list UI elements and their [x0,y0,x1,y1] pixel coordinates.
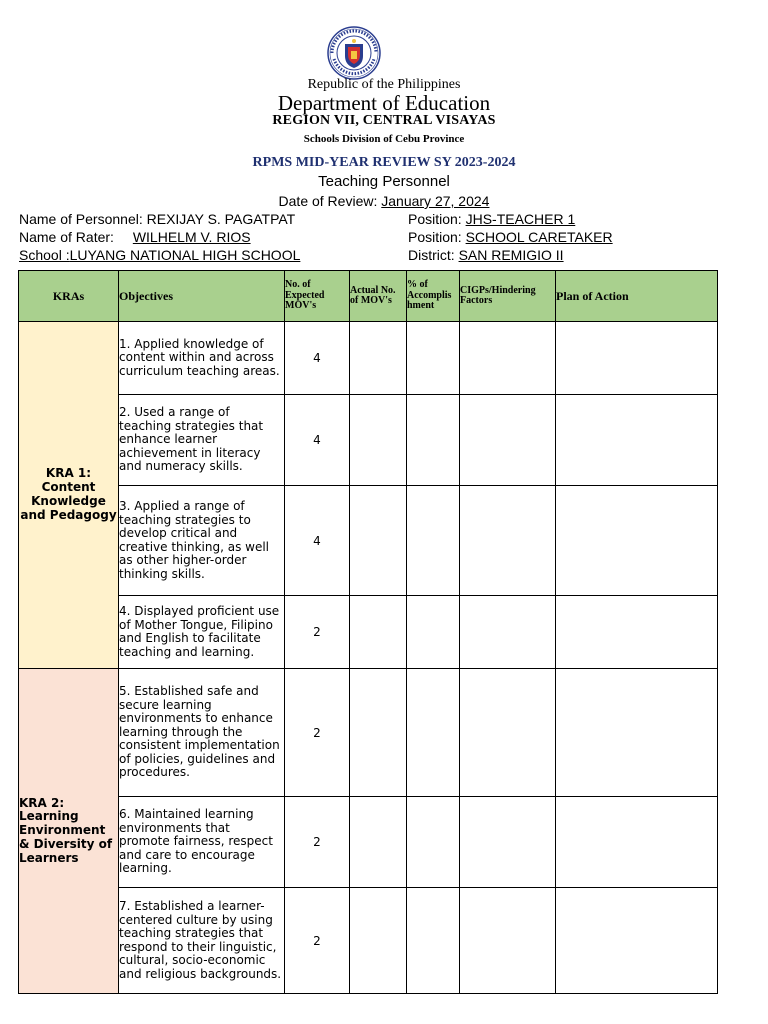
plan-of-action-cell[interactable] [556,322,718,395]
col-header-expected-movs: No. of Expected MOV's [285,271,350,322]
table-row [19,395,718,486]
position-value: JHS-TEACHER 1 [465,211,576,227]
table-row [19,888,718,994]
plan-of-action-cell[interactable] [556,888,718,994]
table-row [19,669,718,797]
rater-label: Name of Rater: [19,229,118,245]
position-label: Position: [408,211,466,227]
plan-of-action-cell[interactable] [556,395,718,486]
region-line: REGION VII, CENTRAL VISAYAS [272,113,496,128]
objective-cell: 6. Maintained learning environments that promote fairness, respect and care to encourage learning. [119,797,285,888]
accomplishment-cell[interactable] [407,596,460,669]
date-of-review [0,193,768,209]
table-row [19,596,718,669]
rater-position [408,229,613,245]
cigps-cell[interactable] [460,486,556,596]
school-value: LUYANG NATIONAL HIGH SCHOOL [69,247,301,263]
cigps-cell[interactable] [460,395,556,486]
table-row [19,797,718,888]
personnel-position [408,211,575,227]
cigps-cell[interactable] [460,596,556,669]
actual-movs-cell[interactable] [350,322,407,395]
plan-of-action-cell[interactable] [556,486,718,596]
expected-movs-cell: 2 [285,596,350,669]
col-header-objectives: Objectives [119,271,285,322]
accomplishment-cell[interactable] [407,322,460,395]
division-line: Schools Division of Cebu Province [303,133,465,145]
col-header-actual-movs: Actual No. of MOV's [350,271,407,322]
cigps-cell[interactable] [460,322,556,395]
col-header-accomplishment: % of Accomplis hment [407,271,460,322]
actual-movs-cell[interactable] [350,596,407,669]
actual-movs-cell[interactable] [350,395,407,486]
district-label: District: [408,247,459,263]
review-title: RPMS MID-YEAR REVIEW SY 2023-2024 [252,155,516,170]
republic-line: Republic of the Philippines [307,77,461,92]
rater-position-label: Position: [408,229,466,245]
kra-cell: KRA 2: Learning Environment & Diversity of Learners [19,669,119,994]
department-title: Department of Education [277,91,491,115]
accomplishment-cell[interactable] [407,669,460,797]
deped-seal-icon [323,26,385,80]
accomplishment-cell[interactable] [407,888,460,994]
expected-movs-cell: 4 [285,395,350,486]
objective-cell: 4. Displayed proficient use of Mother Tongue, Filipino and English to facilitate teaching and learning. [119,596,285,669]
cigps-cell[interactable] [460,669,556,797]
expected-movs-cell: 4 [285,486,350,596]
actual-movs-cell[interactable] [350,797,407,888]
col-header-cigps: CIGPs/Hindering Factors [460,271,556,322]
district-value: SAN REMIGIO II [458,247,564,263]
actual-movs-cell[interactable] [350,888,407,994]
date-value: January 27, 2024 [381,193,490,209]
accomplishment-cell[interactable] [407,797,460,888]
objective-cell: 5. Established safe and secure learning environments to enhance learning through the consistent implementation of policies, guidelines and procedures. [119,669,285,797]
col-header-plan-of-action: Plan of Action [556,271,718,322]
personnel-name: Name of Personnel: REXIJAY S. PAGATPAT [19,211,296,227]
table-header-row [19,271,718,322]
objective-cell: 2. Used a range of teaching strategies that enhance learner achievement in literacy and numeracy skills. [119,395,285,486]
table-row [19,322,718,395]
expected-movs-cell: 2 [285,797,350,888]
objective-cell: 3. Applied a range of teaching strategies to develop critical and creative thinking, as well as other higher-order thinking skills. [119,486,285,596]
expected-movs-cell: 4 [285,322,350,395]
expected-movs-cell: 2 [285,669,350,797]
kra-cell: KRA 1: Content Knowledge and Pedagogy [19,322,119,669]
accomplishment-cell[interactable] [407,486,460,596]
school-label: School : [19,247,70,263]
cigps-cell[interactable] [460,797,556,888]
objective-cell: 7. Established a learner-centered culture by using teaching strategies that respond to their linguistic, cultural, socio-economic and religious backgrounds. [119,888,285,994]
rater-value: WILHELM V. RIOS [132,229,251,245]
date-label: Date of Review: [278,193,382,209]
rpms-table [18,270,718,994]
accomplishment-cell[interactable] [407,395,460,486]
actual-movs-cell[interactable] [350,669,407,797]
table-row [19,486,718,596]
rater-name [19,229,251,245]
plan-of-action-cell[interactable] [556,669,718,797]
col-header-kras: KRAs [19,271,119,322]
expected-movs-cell: 2 [285,888,350,994]
personnel-type: Teaching Personnel [318,173,450,190]
plan-of-action-cell[interactable] [556,596,718,669]
school [19,247,300,263]
district [408,247,564,263]
objective-cell: 1. Applied knowledge of content within and across curriculum teaching areas. [119,322,285,395]
actual-movs-cell[interactable] [350,486,407,596]
cigps-cell[interactable] [460,888,556,994]
plan-of-action-cell[interactable] [556,797,718,888]
rater-position-value: SCHOOL CARETAKER [465,229,613,245]
